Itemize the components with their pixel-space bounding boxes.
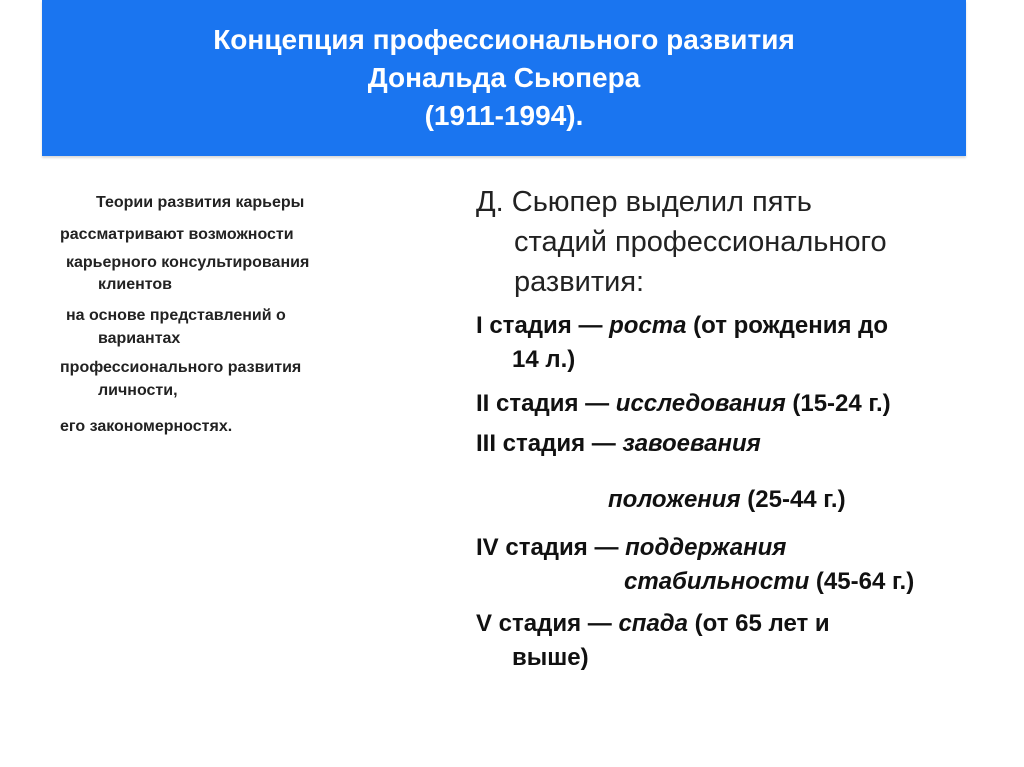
stage-5-suffix: (от 65 лет и	[688, 610, 830, 637]
left-line-2: рассматривают возможности	[60, 226, 294, 243]
stage-4-prefix: IV стадия —	[476, 534, 626, 561]
stages-intro	[476, 182, 996, 302]
stage-3-name: завоевания	[622, 430, 761, 457]
stage-3	[476, 430, 761, 458]
stage-2-suffix: (15-24 г.)	[785, 390, 891, 417]
intro-line-2: стадий профессионального	[514, 226, 887, 258]
title-line-2: Дональда Сьюпера	[367, 62, 641, 93]
left-line-6: вариантах	[98, 330, 181, 347]
stage-4-cont-suffix: (45-64 г.)	[809, 568, 915, 595]
left-line-5: на основе представлений о	[66, 307, 286, 324]
stage-4-continuation	[624, 568, 914, 596]
title-line-1: Концепция профессионального развития	[213, 24, 795, 55]
left-line-9: его закономерностях.	[60, 418, 233, 435]
stage-4-cont-name: стабильности	[624, 568, 810, 595]
left-line-3: карьерного консультирования	[66, 254, 310, 271]
title-line-3: (1911-1994).	[424, 100, 584, 131]
intro-line-1: Д. Сьюпер выделил пять	[476, 186, 812, 218]
stage-5	[476, 610, 830, 638]
left-line-8: личности,	[98, 382, 178, 399]
stage-5-prefix: V стадия —	[476, 610, 619, 637]
stage-2	[476, 390, 891, 418]
stage-3-cont-suffix: (25-44 г.)	[740, 486, 846, 513]
stage-1	[476, 312, 888, 340]
stage-5-name: спада	[618, 610, 688, 637]
stage-5-continuation: выше)	[512, 644, 589, 671]
stage-2-prefix: II стадия —	[476, 390, 616, 417]
stage-2-name: исследования	[615, 390, 786, 417]
left-line-1: Теории развития карьеры	[96, 194, 305, 211]
stage-3-continuation	[608, 486, 846, 514]
stage-4-name: поддержания	[625, 534, 787, 561]
left-line-4: клиентов	[98, 276, 172, 293]
intro-line-3: развития:	[514, 266, 645, 298]
title-banner	[42, 0, 966, 156]
stage-1-continuation: 14 л.)	[512, 346, 576, 373]
stage-1-prefix: I стадия —	[476, 312, 610, 339]
stage-1-name: роста	[609, 312, 687, 339]
stage-3-cont-name: положения	[608, 486, 741, 513]
left-line-7: профессионального развития	[60, 359, 302, 376]
stage-4	[476, 534, 786, 562]
stage-3-prefix: III стадия —	[476, 430, 623, 457]
stage-1-suffix: (от рождения до	[686, 312, 889, 339]
